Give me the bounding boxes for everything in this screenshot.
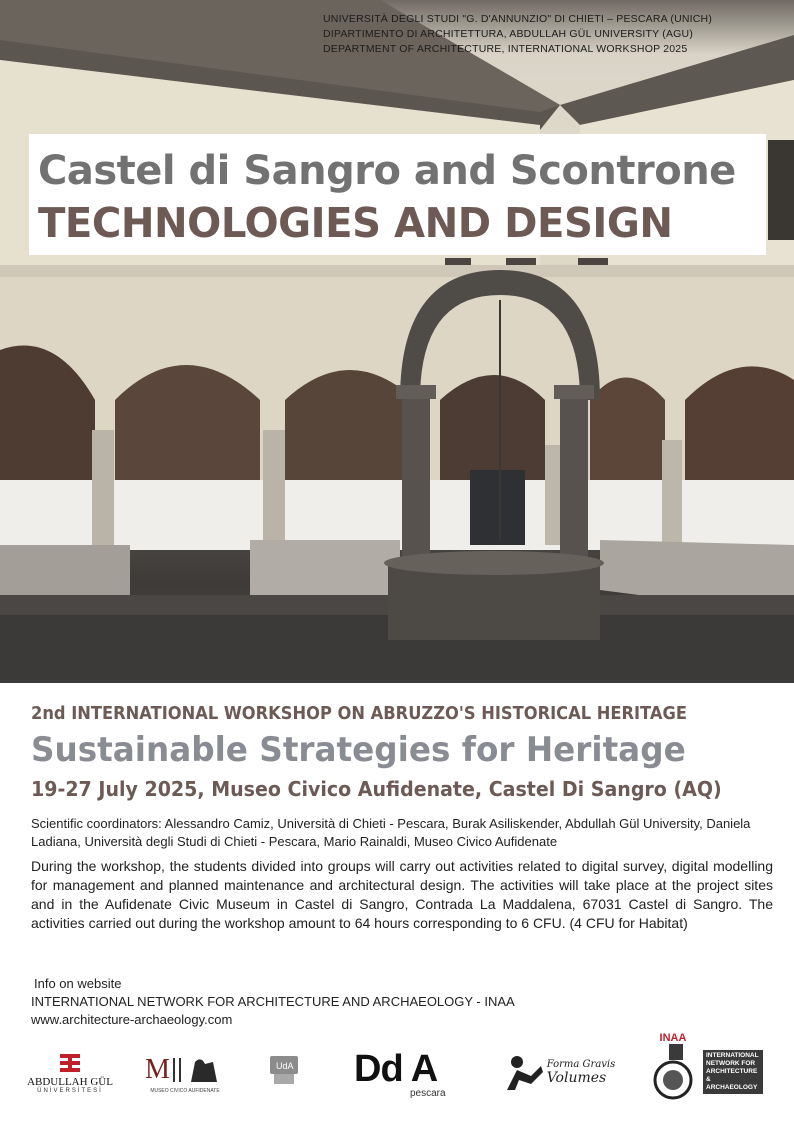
website-link[interactable]: www.architecture-archaeology.com xyxy=(31,1012,233,1027)
agu-logo xyxy=(27,1052,113,1094)
uda-logo xyxy=(264,1054,304,1088)
info-label: Info on website xyxy=(34,976,122,991)
volumes-logo-icon xyxy=(503,1052,545,1092)
dda-logo xyxy=(354,1048,464,1108)
inaa-label: INAA xyxy=(659,1032,687,1044)
agu-logo-icon xyxy=(58,1052,82,1074)
dda-logo-icon: Dd A xyxy=(354,1048,438,1090)
subtitle: Sustainable Strategies for Heritage xyxy=(31,730,686,770)
logo-strip xyxy=(0,1020,794,1123)
svg-text:UdA: UdA xyxy=(276,1061,294,1071)
affiliation-line: DIPARTIMENTO DI ARCHITETTURA, ABDULLAH GÜL UNIVERSITY (AGU) xyxy=(323,28,694,40)
uda-logo-icon xyxy=(266,1054,302,1088)
museo-caption: MUSEO CIVICO AUFIDENATE xyxy=(150,1088,220,1094)
affiliation-line: DEPARTMENT OF ARCHITECTURE, INTERNATIONAL WORKSHOP 2025 xyxy=(323,43,688,55)
dda-sub: pescara xyxy=(410,1088,446,1099)
volumes-line-1: Forma Gravis xyxy=(546,1058,616,1070)
inaa-logo-icon xyxy=(647,1044,699,1100)
inaa-box-line: ARCHITECTURE & xyxy=(706,1068,758,1083)
affiliation-line: UNIVERSITÀ DEGLI STUDI "G. D'ANNUNZIO" DI CHIETI – PESCARA (UNICH) xyxy=(323,13,713,25)
agu-name: ABDULLAH GÜL xyxy=(27,1076,113,1088)
affiliation-header xyxy=(323,12,712,57)
museo-logo-icon xyxy=(143,1052,227,1088)
network-name: INTERNATIONAL NETWORK FOR ARCHITECTURE AND ARCHAEOLOGY - INAA xyxy=(31,994,515,1009)
dates-place: 19-27 July 2025, Museo Civico Aufidenate, Castel Di Sangro (AQ) xyxy=(31,777,722,801)
volumes-logo xyxy=(494,1052,624,1092)
inaa-box-line: NETWORK FOR xyxy=(706,1060,756,1067)
svg-text:M: M xyxy=(145,1054,170,1085)
volumes-line-2: Volumes xyxy=(546,1069,607,1086)
museo-logo xyxy=(140,1052,230,1094)
description: During the workshop, the students divided into groups will carry out activities related to digital survey, digital modelling for management and planned maintenance and architectural design. The activities will take place at the project sites and in the Aufidenate Civic Museum in Castel di Sangro, Contrada La Maddalena, 67031 Castel di Sangro. The activities carried out during the workshop amount to 64 hours corresponding to 6 CFU. (4 CFU for Habitat) xyxy=(31,858,773,931)
coordinators: Scientific coordinators: Alessandro Camiz, Università di Chieti - Pescara, Burak Asiliskender, Abdullah Gül University, Daniela Ladiana, Università degli Studi di Chieti - Pescara, Mario Rainaldi, Museo Civico Aufidenate xyxy=(31,816,751,849)
title-line-1: Castel di Sangro and Scontrone xyxy=(38,148,736,194)
inaa-logo xyxy=(640,1020,770,1100)
agu-sub: ÜNİVERSİTESİ xyxy=(37,1088,103,1094)
inaa-box xyxy=(703,1050,763,1094)
inaa-box-line: INTERNATIONAL xyxy=(706,1052,759,1059)
workshop-line: 2nd INTERNATIONAL WORKSHOP ON ABRUZZO'S HISTORICAL HERITAGE xyxy=(31,704,687,724)
inaa-box-line: ARCHAEOLOGY xyxy=(706,1084,758,1091)
title-line-2: TECHNOLOGIES AND DESIGN xyxy=(38,199,673,247)
